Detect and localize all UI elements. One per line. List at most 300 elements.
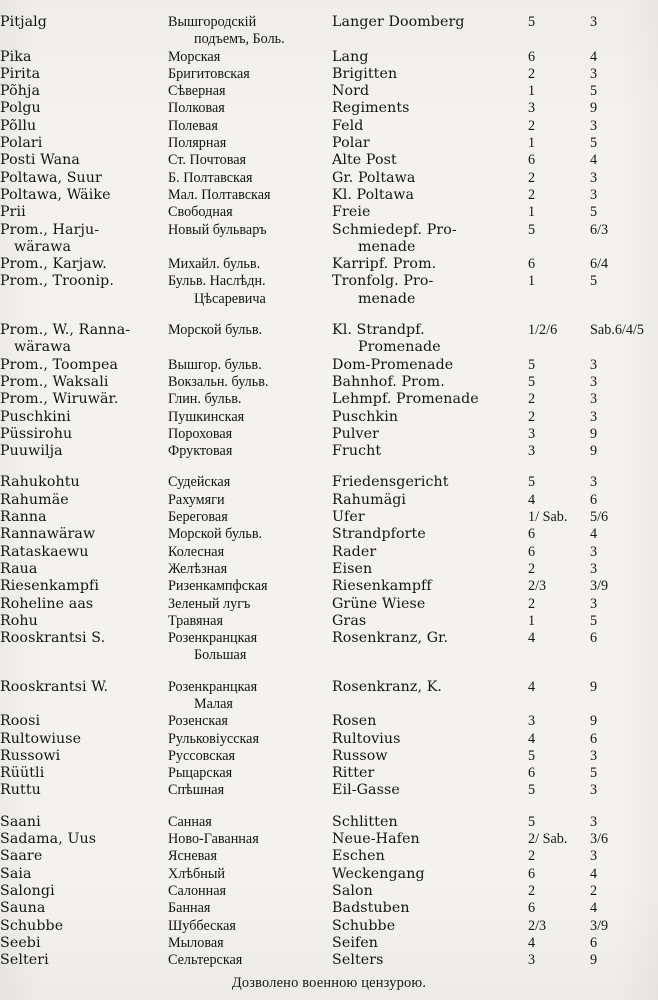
cell-number-secondary: 6 [590, 730, 598, 747]
table-row [0, 187, 658, 204]
table-row [0, 748, 658, 765]
cell-estonian: Rohu [0, 612, 38, 629]
cell-number-primary: 2 [528, 560, 536, 577]
cell-number-primary: 2 [528, 117, 536, 134]
cell-russian: Михайл. бульв. [168, 256, 261, 273]
cell-russian: Новый бульваръ [168, 221, 267, 238]
cell-german: Ritter [332, 765, 375, 782]
cell-german: Rosenkranz, Gr. [332, 630, 449, 647]
cell-german: Bahnhof. Prom. [332, 373, 445, 390]
cell-number-primary: 3 [528, 713, 536, 730]
cell-estonian: Rüütli [0, 765, 45, 782]
cell-number-secondary: 9 [590, 678, 598, 695]
cell-estonian: Saani [0, 813, 41, 830]
cell-german: Eschen [332, 848, 385, 865]
cell-estonian: Rataskaewu [0, 543, 89, 560]
cell-russian: Зеленый лугъ [168, 595, 251, 612]
cell-number-primary: 6 [528, 865, 536, 882]
cell-number-secondary: 3 [590, 356, 598, 373]
cell-estonian: Rannawärаw [0, 526, 96, 543]
cell-german: Rultovius [332, 730, 401, 747]
cell-number-primary: 2 [528, 408, 536, 425]
table-row [0, 578, 658, 595]
cell-estonian: Prom., Waksali [0, 373, 109, 390]
cell-number-primary: 6 [528, 48, 536, 65]
cell-russian: Береговая [168, 509, 228, 526]
cell-number-secondary [590, 291, 658, 308]
cell-number-secondary: 6 [590, 934, 598, 951]
cell-german [332, 339, 528, 356]
cell-russian: Бульв. Наслѣдн. [168, 273, 266, 290]
cell-number-primary: 5 [528, 373, 536, 390]
cell-german: Alte Post [332, 152, 397, 169]
cell-estonian: Pirita [0, 65, 41, 82]
cell-estonian: Rooskrantsi W. [0, 678, 109, 695]
cell-german: Kl. Poltawa [332, 186, 415, 203]
cell-german: Riesenkampff [332, 578, 432, 595]
table-row [0, 118, 658, 135]
cell-number-primary: 6 [528, 900, 536, 917]
cell-russian [168, 31, 332, 48]
cell-estonian: Ranna [0, 509, 47, 526]
cell-number-primary: 2 [528, 65, 536, 82]
cell-number-secondary: 3 [590, 117, 598, 134]
cell-number-primary: 3 [528, 952, 536, 969]
cell-estonian: Sauna [0, 900, 46, 917]
cell-german: Tronfolg. Pro- [332, 273, 434, 290]
cell-number-secondary: 3 [590, 474, 598, 491]
table-row [0, 308, 658, 339]
cell-number-secondary: 4 [590, 900, 598, 917]
cell-german: Russow [332, 747, 388, 764]
cell-number-primary: 6 [528, 256, 536, 273]
table-row [0, 135, 658, 152]
cell-german: Rosen [332, 713, 377, 730]
cell-russian: Рыцарская [168, 765, 233, 782]
cell-russian [168, 696, 332, 713]
cell-estonian: Sadama, Uus [0, 831, 97, 848]
cell-estonian [0, 647, 168, 664]
cell-german: Nord [332, 83, 370, 100]
table-row [0, 952, 658, 969]
cell-estonian: Põllu [0, 117, 37, 134]
cell-number-secondary [590, 647, 658, 664]
table-row [0, 31, 658, 48]
cell-russian: Ясневая [168, 848, 217, 865]
cell-russian: Желѣзная [168, 560, 228, 577]
cell-number-secondary: 4 [590, 526, 598, 543]
cell-number-primary: 2/3 [528, 578, 547, 595]
cell-german: Grüne Wiese [332, 595, 426, 612]
table-row [0, 731, 658, 748]
cell-number-primary [528, 647, 590, 664]
cell-number-primary: 5 [528, 14, 536, 30]
cell-german: Eisen [332, 560, 373, 577]
table-row [0, 782, 658, 799]
cell-number-primary [528, 339, 590, 356]
table-row [0, 848, 658, 865]
cell-german: Eil-Gasse [332, 782, 400, 799]
cell-number-secondary: 3 [590, 408, 598, 425]
cell-german: Lang [332, 48, 369, 65]
cell-estonian: Raua [0, 560, 38, 577]
cell-german [332, 31, 528, 48]
cell-number-primary: 3 [528, 100, 536, 117]
cell-estonian: Selteri [0, 952, 49, 969]
cell-russian: Морской бульв. [168, 526, 263, 543]
table-row [0, 561, 658, 578]
cell-number-primary: 2 [528, 169, 536, 186]
cell-number-secondary: 3 [590, 169, 598, 186]
table-row [0, 391, 658, 408]
cell-russian: Б. Полтавская [168, 169, 253, 186]
cell-german: Freie [332, 204, 371, 221]
cell-number-primary: 6 [528, 543, 536, 560]
table-row [0, 204, 658, 221]
cell-russian: Морская [168, 48, 221, 65]
table-row [0, 509, 658, 526]
cell-german: Kl. Strandpf. [332, 322, 425, 339]
table-row [0, 49, 658, 66]
cell-number-primary [528, 291, 590, 308]
cell-number-primary: 1 [528, 273, 536, 290]
cell-russian: Ризенкампфская [168, 578, 268, 595]
cell-number-secondary: 3 [590, 560, 598, 577]
cell-estonian [0, 696, 168, 713]
cell-russian: Вышгор. бульв. [168, 356, 262, 373]
cell-number-secondary: 3 [590, 543, 598, 560]
cell-german-text: menade [358, 290, 416, 307]
cell-estonian: Prii [0, 204, 26, 221]
cell-german: Friedensgericht [332, 474, 449, 491]
cell-number-secondary: 6 [590, 630, 598, 647]
cell-russian: Руссовская [168, 747, 236, 764]
cell-german: Badstuben [332, 900, 410, 917]
cell-number-primary: 6 [528, 152, 536, 169]
cell-estonian: Roheline aas [0, 595, 94, 612]
cell-number-secondary: 3 [590, 391, 598, 408]
cell-estonian: Saare [0, 848, 43, 865]
cell-estonian: Pitjalg [0, 14, 47, 30]
cell-estonian: Poltawa, Suur [0, 169, 102, 186]
cell-number-secondary: 5 [590, 612, 598, 629]
cell-number-secondary: 9 [590, 443, 598, 460]
cell-russian [168, 339, 332, 356]
table-row [0, 883, 658, 900]
cell-number-primary: 5 [528, 747, 536, 764]
table-row [0, 900, 658, 917]
cell-number-secondary: 5/6 [590, 509, 609, 526]
table-row [0, 613, 658, 630]
cell-russian: Мыловая [168, 934, 224, 951]
cell-german [332, 239, 528, 256]
cell-estonian [0, 291, 168, 308]
cell-russian: Рахумяги [168, 491, 225, 508]
cell-german: Rader [332, 543, 377, 560]
cell-russian [168, 239, 332, 256]
cell-estonian: Posti Wana [0, 152, 80, 169]
cell-russian [168, 647, 332, 664]
cell-number-secondary: 4 [590, 865, 598, 882]
cell-german: Rosenkranz, K. [332, 678, 443, 695]
street-name-table [0, 14, 658, 969]
table-row [0, 647, 658, 664]
table-row [0, 239, 658, 256]
cell-russian: Фруктовая [168, 443, 233, 460]
cell-german: Regiments [332, 100, 410, 117]
table-row [0, 544, 658, 561]
table-row [0, 696, 658, 713]
cell-german: Salon [332, 882, 373, 899]
table-row [0, 256, 658, 273]
cell-number-primary: 2 [528, 882, 536, 899]
table-row [0, 630, 658, 647]
cell-estonian: Põhja [0, 83, 41, 100]
cell-russian: Рульковіусская [168, 730, 260, 747]
cell-russian: Пороховая [168, 425, 233, 442]
cell-german: Lehmpf. Promenade [332, 391, 479, 408]
cell-estonian: Prom., Toompea [0, 356, 119, 373]
cell-german: Strandpforte [332, 526, 426, 543]
cell-number-secondary: 9 [590, 100, 598, 117]
cell-number-primary: 2 [528, 391, 536, 408]
cell-number-primary: 4 [528, 491, 536, 508]
table-row [0, 374, 658, 391]
table-body [0, 14, 658, 969]
cell-number-primary: 5 [528, 356, 536, 373]
table-row [0, 935, 658, 952]
cell-number-primary: 5 [528, 782, 536, 799]
cell-estonian-text: wärawa [14, 238, 72, 255]
table-row [0, 152, 658, 169]
cell-number-primary: 2 [528, 848, 536, 865]
cell-number-primary [528, 31, 590, 48]
cell-german: Frucht [332, 443, 382, 460]
table-row [0, 492, 658, 509]
cell-german: Karripf. Prom. [332, 256, 437, 273]
cell-russian: Свободная [168, 204, 233, 221]
cell-russian: Вышгородскій [168, 14, 257, 30]
cell-estonian: Rooskrantsi S. [0, 630, 106, 647]
cell-russian: Сельтерская [168, 952, 243, 969]
cell-german: Puschkin [332, 408, 399, 425]
cell-german: Polar [332, 135, 370, 152]
cell-russian: Розенкранцкая [168, 678, 258, 695]
cell-german: Dom-Promenade [332, 356, 454, 373]
cell-estonian: Polari [0, 135, 43, 152]
cell-number-secondary: 5 [590, 204, 598, 221]
cell-german: Schubbe [332, 917, 396, 934]
cell-russian: Санная [168, 813, 212, 830]
table-row [0, 409, 658, 426]
cell-estonian: Rultowiuse [0, 730, 82, 747]
table-row [0, 83, 658, 100]
cell-russian-text: подъемъ, Боль. [194, 31, 285, 48]
cell-number-secondary: 9 [590, 952, 598, 969]
cell-russian: Полковая [168, 100, 225, 117]
cell-number-primary: 1 [528, 612, 536, 629]
cell-estonian: Schubbe [0, 917, 64, 934]
cell-number-primary: 5 [528, 813, 536, 830]
cell-german: Brigitten [332, 65, 398, 82]
cell-number-secondary [590, 339, 658, 356]
cell-estonian [0, 339, 168, 356]
cell-number-secondary: 3 [590, 782, 598, 799]
table-row [0, 339, 658, 356]
cell-number-secondary: 3/6 [590, 831, 609, 848]
cell-number-secondary [590, 696, 658, 713]
cell-number-primary: 2 [528, 595, 536, 612]
cell-estonian: Saia [0, 865, 32, 882]
cell-number-primary: 3 [528, 443, 536, 460]
cell-estonian: Prom., W., Ranna- [0, 322, 131, 339]
cell-estonian: Rahumäe [0, 491, 69, 508]
cell-russian: Ново-Гаванная [168, 831, 259, 848]
cell-number-secondary: 3/9 [590, 917, 609, 934]
cell-estonian: Rahukohtu [0, 474, 80, 491]
table-row [0, 66, 658, 83]
cell-number-primary: 1 [528, 83, 536, 100]
cell-number-secondary: 3 [590, 65, 598, 82]
table-row [0, 866, 658, 883]
cell-german: Ufer [332, 509, 365, 526]
table-row [0, 426, 658, 443]
cell-number-secondary: 3 [590, 595, 598, 612]
cell-german: Gras [332, 612, 367, 629]
cell-number-primary: 3 [528, 425, 536, 442]
cell-number-secondary: 3 [590, 747, 598, 764]
table-row [0, 596, 658, 613]
cell-russian: Морской бульв. [168, 322, 263, 339]
cell-estonian: Riesenkampfi [0, 578, 100, 595]
cell-number-primary: 5 [528, 221, 536, 238]
cell-number-secondary: 9 [590, 425, 598, 442]
cell-number-secondary: 3 [590, 14, 598, 30]
cell-number-secondary: 2 [590, 882, 598, 899]
cell-russian: Мал. Полтавская [168, 186, 271, 203]
cell-russian: Сѣверная [168, 83, 226, 100]
cell-german: Neue-Hafen [332, 831, 420, 848]
cell-estonian: Polgu [0, 100, 41, 117]
cell-german: Langer Doomberg [332, 14, 465, 30]
cell-german: Selters [332, 952, 384, 969]
cell-number-primary: 2/3 [528, 917, 547, 934]
cell-german [332, 291, 528, 308]
table-row [0, 800, 658, 831]
cell-german: Schmiedepf. Pro- [332, 221, 457, 238]
cell-russian: Полярная [168, 135, 227, 152]
cell-german-text: menade [358, 238, 416, 255]
table-row [0, 100, 658, 117]
cell-number-secondary [590, 239, 658, 256]
cell-german: Gr. Poltawa [332, 169, 416, 186]
cell-estonian: Pika [0, 48, 32, 65]
table-row [0, 665, 658, 696]
table-row [0, 222, 658, 239]
cell-russian-text: Большая [194, 647, 247, 664]
cell-russian: Судейская [168, 474, 231, 491]
cell-number-primary: 4 [528, 678, 536, 695]
cell-german-text: Promenade [358, 339, 441, 356]
cell-german: Pulver [332, 425, 380, 442]
cell-german: Schlitten [332, 813, 398, 830]
cell-number-secondary: 6 [590, 491, 598, 508]
cell-german: Rahumägi [332, 491, 407, 508]
cell-russian [168, 291, 332, 308]
cell-german: Seifen [332, 934, 379, 951]
cell-russian: Травяная [168, 612, 223, 629]
cell-russian: Розенская [168, 713, 228, 730]
cell-number-primary: 4 [528, 934, 536, 951]
cell-russian: Банная [168, 900, 211, 917]
table-row [0, 831, 658, 848]
cell-estonian [0, 31, 168, 48]
table-row [0, 713, 658, 730]
cell-russian: Шуббеская [168, 917, 236, 934]
cell-number-secondary: Sab.6/4/5 [590, 322, 644, 339]
table-row [0, 918, 658, 935]
cell-number-secondary [590, 31, 658, 48]
cell-number-primary: 2 [528, 186, 536, 203]
censor-footnote: Дозволено военною цензурою. [231, 975, 427, 991]
table-row [0, 443, 658, 460]
cell-number-secondary: 5 [590, 273, 598, 290]
table-row [0, 170, 658, 187]
cell-estonian: Seebi [0, 934, 41, 951]
cell-estonian [0, 239, 168, 256]
cell-number-primary: 1/ Sab. [528, 509, 568, 526]
cell-estonian-text: wärawa [14, 339, 72, 356]
cell-number-primary: 6 [528, 526, 536, 543]
table-row [0, 291, 658, 308]
cell-number-secondary: 6/4 [590, 256, 609, 273]
cell-number-primary: 6 [528, 765, 536, 782]
cell-estonian: Poltawa, Wäike [0, 186, 111, 203]
cell-russian: Ст. Почтовая [168, 152, 247, 169]
table-row [0, 526, 658, 543]
cell-number-secondary: 3 [590, 186, 598, 203]
cell-estonian: Püssirohu [0, 425, 73, 442]
cell-russian-text: Малая [194, 695, 233, 712]
cell-estonian: Prom., Wiruwär. [0, 391, 119, 408]
cell-russian: Пушкинская [168, 408, 245, 425]
cell-estonian: Salongi [0, 882, 55, 899]
table-row [0, 357, 658, 374]
cell-number-secondary: 5 [590, 83, 598, 100]
cell-number-secondary: 3 [590, 373, 598, 390]
cell-number-secondary: 5 [590, 135, 598, 152]
cell-german: Weckengang [332, 865, 425, 882]
cell-estonian: Prom., Troonip. [0, 273, 114, 290]
cell-estonian: Roosi [0, 713, 41, 730]
cell-german [332, 696, 528, 713]
cell-russian-text: Цѣсаревича [194, 290, 266, 307]
cell-number-secondary: 6/3 [590, 221, 609, 238]
table-row [0, 765, 658, 782]
table-row [0, 14, 658, 31]
cell-number-primary: 2/ Sab. [528, 831, 568, 848]
cell-russian: Бригитовская [168, 65, 250, 82]
table-row [0, 273, 658, 290]
cell-estonian: Prom., Harju- [0, 221, 100, 238]
cell-russian: Колесная [168, 543, 225, 560]
cell-number-primary [528, 696, 590, 713]
cell-estonian: Prom., Karjaw. [0, 256, 107, 273]
cell-russian: Розенкранцкая [168, 630, 258, 647]
cell-number-primary [528, 239, 590, 256]
cell-number-primary: 1 [528, 204, 536, 221]
cell-estonian: Puuwilja [0, 443, 63, 460]
